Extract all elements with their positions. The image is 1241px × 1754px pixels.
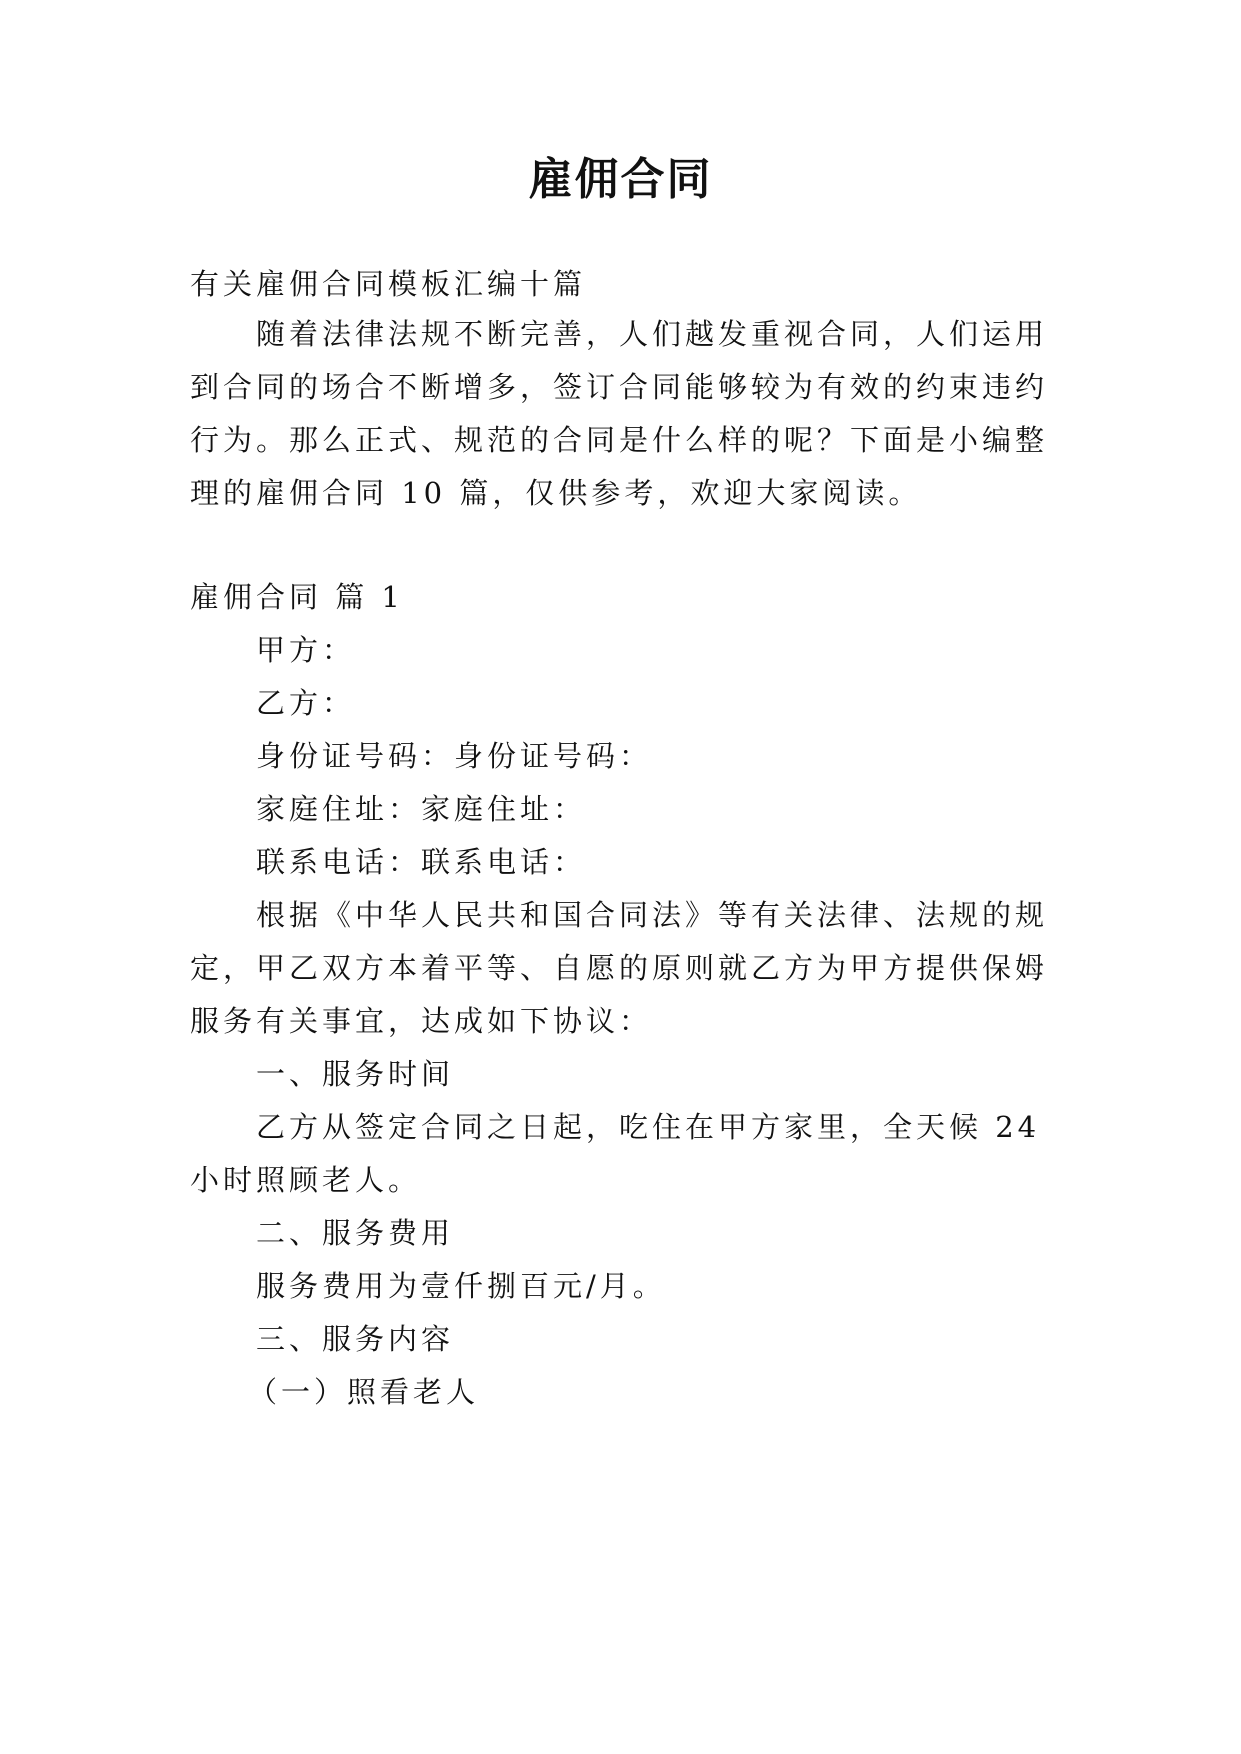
clause-body-line: 乙方从签定合同之日起，吃住在甲方家里，全天候 24: [256, 1110, 1041, 1144]
intro-line: 随着法律法规不断完善，人们越发重视合同，人们运用: [256, 317, 1049, 351]
clause-body-line: 小时照顾老人。: [190, 1163, 422, 1197]
intro-line: 行为。那么正式、规范的合同是什么样的呢？下面是小编整: [190, 423, 1049, 457]
phone-field: 联系电话：联系电话：: [256, 845, 587, 879]
clause-heading-service-content: 三、服务内容: [256, 1322, 455, 1356]
party-a-field: 甲方：: [256, 633, 356, 667]
section-heading: 雇佣合同 篇 1: [190, 580, 404, 614]
intro-line: 理的雇佣合同 10 篇，仅供参考，欢迎大家阅读。: [190, 476, 922, 510]
preamble-line: 定，甲乙双方本着平等、自愿的原则就乙方为甲方提供保姆: [190, 951, 1049, 985]
id-number-field: 身份证号码：身份证号码：: [256, 739, 653, 773]
address-field: 家庭住址：家庭住址：: [256, 792, 587, 826]
clause-heading-service-time: 一、服务时间: [256, 1057, 455, 1091]
preamble-line: 服务有关事宜，达成如下协议：: [190, 1004, 653, 1038]
preamble-line: 根据《中华人民共和国合同法》等有关法律、法规的规: [256, 898, 1049, 932]
intro-line: 到合同的场合不断增多，签订合同能够较为有效的约束违约: [190, 370, 1049, 404]
clause-heading-service-fee: 二、服务费用: [256, 1216, 455, 1250]
document-subtitle: 有关雇佣合同模板汇编十篇: [190, 267, 587, 301]
document-title: 雇佣合同: [528, 154, 713, 205]
sub-clause-heading: （一）照看老人: [248, 1375, 480, 1409]
party-b-field: 乙方：: [256, 686, 356, 720]
clause-body-line: 服务费用为壹仟捌百元/月。: [256, 1269, 666, 1303]
